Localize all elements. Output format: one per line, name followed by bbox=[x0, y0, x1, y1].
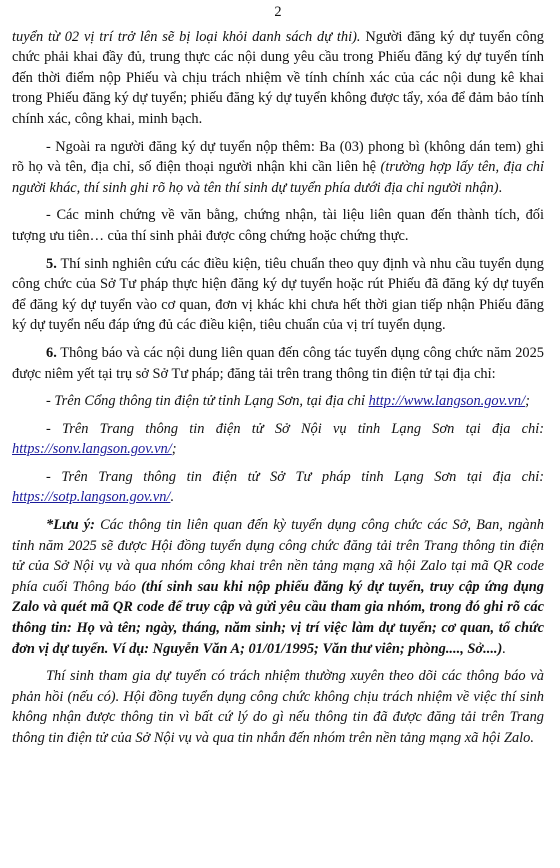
sotp-link[interactable]: https://sotp.langson.gov.vn/ bbox=[12, 489, 171, 506]
paragraph-italic-start: tuyển từ 02 vị trí trở lên sẽ bị loại khỏi danh sách dự thi). bbox=[12, 28, 361, 45]
paragraph-evidence: - Các minh chứng về văn bằng, chứng nhận, tài liệu liên quan đến thành tích, đối tượng ưu tiên… của thí sinh phải được công chứng hoặc chứng thực. bbox=[12, 207, 544, 244]
paragraph-item-5 bbox=[12, 254, 544, 336]
paragraph-text: Thông báo và các nội dung liên quan đến công tác tuyển dụng công chức năm 2025 được niêm yết tại trụ sở Sở Tư pháp; đăng tải trên trang thông tin điện tử tại địa chỉ: bbox=[12, 344, 544, 382]
paragraph-envelopes: - Ngoài ra người đăng ký dự tuyển nộp thêm: Ba (03) phong bì (không dán tem) ghi rõ họ và tên, địa chỉ, số điện thoại người nhận khi cần liên hệ (trường hợp lấy tên, địa chỉ người khác, thí sinh ghi rõ họ và tên thí sinh dự tuyển phía dưới địa chỉ người nhận). bbox=[12, 138, 544, 196]
link-entry-province-portal: - Trên Cổng thông tin điện tử tỉnh Lạng Sơn, tại địa chỉ http://www.langson.gov.vn/; bbox=[46, 393, 530, 410]
link-label: - Trên Trang thông tin điện tử Sở Tư pháp tỉnh Lạng Sơn tại địa chỉ: bbox=[46, 468, 544, 485]
link-entry-sonv: - Trên Trang thông tin điện tử Sở Nội vụ tỉnh Lạng Sơn tại địa chỉ: https://sonv.langson.gov.vn/; bbox=[12, 420, 544, 458]
note-bold-italic-text: (thí sinh sau khi nộp phiếu đăng ký dự tuyển, truy cập ứng dụng Zalo và quét mã QR code để truy cập và gửi yêu cầu tham gia nhóm, trong đó ghi rõ các thông tin: Họ và tên; ngày, tháng, năm sinh; vị trí việc làm dự tuyển; cơ quan, tổ chức đơn vị dự tuyển. Ví dụ: Nguyễn Văn A; 01/01/1995; Văn thư viên; phòng...., Sở....) bbox=[12, 578, 544, 657]
paragraph-item-6 bbox=[12, 343, 544, 384]
item-number: 5. bbox=[46, 255, 57, 272]
paragraph-registration-form bbox=[12, 27, 544, 130]
paragraph-responsibility: Thí sinh tham gia dự tuyển có trách nhiệm thường xuyên theo dõi các thông báo và phản hồi (nếu có). Hội đồng tuyển dụng công chức không chịu trách nhiệm về việc thí sinh không nhận được thông tin vì bất cứ lý do gì nếu thông tin đã được đăng tải trên Trang thông tin điện tử của Sở Nội vụ và qua tin nhắn đến nhóm trên nền tảng mạng xã hội Zalo. bbox=[12, 668, 544, 746]
link-label: - Trên Trang thông tin điện tử Sở Nội vụ tỉnh Lạng Sơn tại địa chỉ: bbox=[46, 420, 544, 437]
paragraph-italic-note: (trường hợp lấy tên, địa chỉ người khác, thí sinh ghi rõ họ và tên thí sinh dự tuyển phía dưới địa chỉ người nhận) bbox=[12, 159, 544, 196]
page-number: 2 bbox=[274, 4, 282, 20]
link-entry-sotp: - Trên Trang thông tin điện tử Sở Tư pháp tỉnh Lạng Sơn tại địa chỉ: https://sotp.langson.gov.vn/. bbox=[12, 468, 544, 506]
sonv-link[interactable]: https://sonv.langson.gov.vn/ bbox=[12, 441, 172, 458]
paragraph-note: *Lưu ý: Các thông tin liên quan đến kỳ tuyển dụng công chức các Sở, Ban, ngành tỉnh năm 2025 sẽ được Hội đồng tuyển dụng công chức đăng tải trên Trang thông tin điện tử của Sở Nội vụ và qua nhóm công khai trên nền tảng mạng xã hội Zalo tại mã QR code phía cuối Thông báo (thí sinh sau khi nộp phiếu đăng ký dự tuyển, truy cập ứng dụng Zalo và quét mã QR code để truy cập và gửi yêu cầu tham gia nhóm, trong đó ghi rõ các thông tin: Họ và tên; ngày, tháng, năm sinh; vị trí việc làm dự tuyển; cơ quan, tổ chức đơn vị dự tuyển. Ví dụ: Nguyễn Văn A; 01/01/1995; Văn thư viên; phòng...., Sở....). bbox=[12, 517, 545, 657]
note-label: *Lưu ý: bbox=[46, 517, 95, 534]
link-label: - Trên Cổng thông tin điện tử tỉnh Lạng Sơn, tại địa chỉ bbox=[46, 393, 365, 410]
item-number: 6. bbox=[46, 344, 57, 361]
note-italic-text: Các thông tin liên quan đến kỳ tuyển dụng công chức các Sở, Ban, ngành tỉnh năm 2025 sẽ được Hội đồng tuyển dụng công chức đăng tải trên Trang thông tin điện tử của Sở Nội vụ và qua nhóm công khai trên nền tảng mạng xã hội Zalo tại mã QR code phía cuối Thông báo bbox=[12, 517, 545, 595]
province-portal-link[interactable]: http://www.langson.gov.vn/ bbox=[368, 393, 526, 410]
paragraph-text: Người đăng ký dự tuyển công chức phải khai đầy đủ, trung thực các nội dung yêu cầu trong Phiếu đăng ký dự tuyển tính đến thời điểm nộp Phiếu và chịu trách nhiệm về tính chính xác của các nội dung kê khai trong Phiếu đăng ký dự tuyển; phiếu đăng ký dự tuyển không được tẩy, xóa để đảm bảo tính chính xác, công khai, minh bạch. bbox=[12, 28, 544, 127]
paragraph-text: - Ngoài ra người đăng ký dự tuyển nộp thêm: Ba (03) phong bì (không dán tem) ghi rõ họ và tên, địa chỉ, số điện thoại người nhận khi cần liên hệ bbox=[12, 138, 544, 176]
paragraph-text: Thí sinh nghiên cứu các điều kiện, tiêu chuẩn theo quy định và nhu cầu tuyển dụng công chức của Sở Tư pháp thực hiện đăng ký dự tuyển hoặc rút Phiếu đã đăng ký dự tuyển để đăng ký dự tuyển vào cơ quan, đơn vị khác khi chưa hết thời gian tiếp nhận Phiếu đăng ký dự tuyển nếu đáp ứng đủ các điều kiện, tiêu chuẩn của vị trí tuyển dụng. bbox=[12, 255, 544, 334]
